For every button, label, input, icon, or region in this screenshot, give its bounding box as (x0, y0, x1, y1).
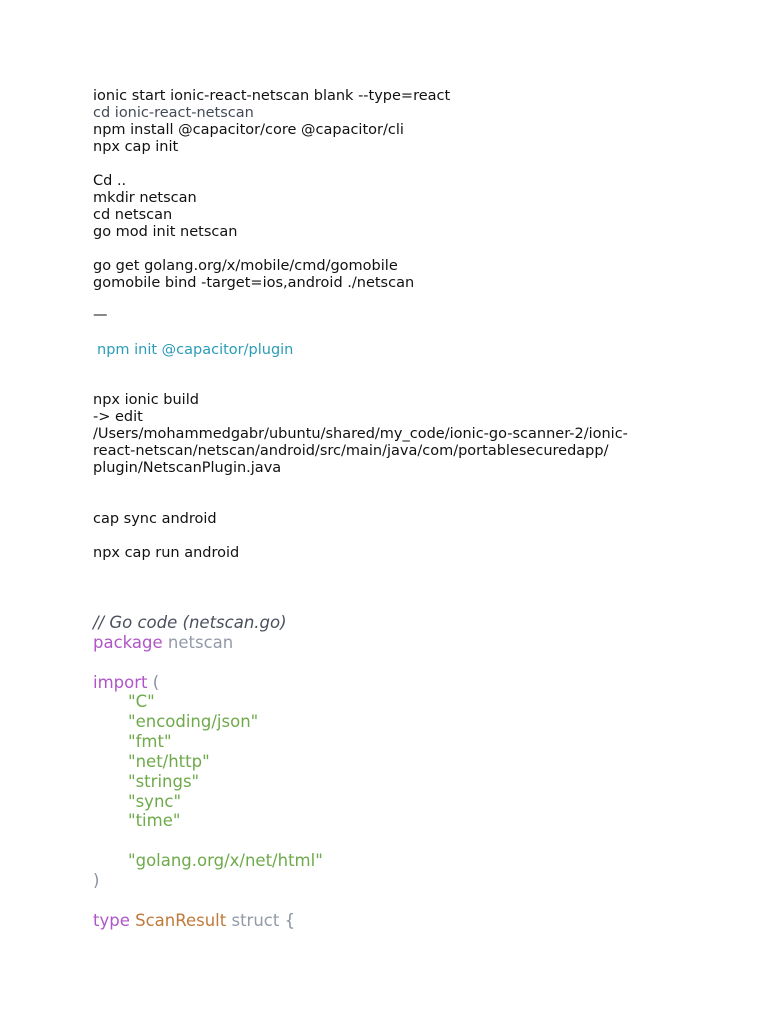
import-string: "time" (128, 811, 181, 830)
text-line: cap sync android (93, 511, 217, 527)
import-string: "strings" (128, 772, 200, 791)
text-line: gomobile bind -target=ios,android ./netscan (93, 275, 415, 291)
text-line: Cd .. (93, 173, 127, 189)
text-line: npx cap init (93, 139, 179, 155)
text-line: cd ionic-react-netscan (93, 105, 254, 121)
code-line-import (93, 673, 159, 693)
text-line: ionic start ionic-react-netscan blank --type=react (93, 88, 451, 104)
keyword: import (93, 673, 148, 692)
text-line: npx cap run android (93, 545, 240, 561)
text-line: go mod init netscan (93, 224, 238, 240)
import-string: "fmt" (128, 732, 172, 751)
text-line: cd netscan (93, 207, 173, 223)
text-line: mkdir netscan (93, 190, 197, 206)
import-string: "C" (128, 692, 155, 711)
keyword: struct (231, 911, 280, 930)
text-line: react-netscan/netscan/android/src/main/java/com/portablesecuredapp/ (93, 443, 609, 459)
text-line: npm install @capacitor/core @capacitor/cli (93, 122, 404, 138)
identifier: netscan (167, 633, 234, 652)
import-string: "encoding/json" (128, 712, 259, 731)
text-line: npm init @capacitor/plugin (97, 342, 294, 358)
punctuation: ) (93, 871, 100, 890)
text-line: plugin/NetscanPlugin.java (93, 460, 282, 476)
punctuation: { (284, 911, 296, 930)
import-string: "golang.org/x/net/html" (128, 851, 323, 870)
text-line: -> edit (93, 409, 143, 425)
keyword: package (93, 633, 163, 652)
code-line-package (93, 633, 233, 653)
text-line: /Users/mohammedgabr/ubuntu/shared/my_code/ionic-go-scanner-2/ionic- (93, 426, 628, 442)
em-dash: — (93, 307, 108, 323)
import-string: "net/http" (128, 752, 210, 771)
import-string: "sync" (128, 792, 182, 811)
text-line: npx ionic build (93, 392, 199, 408)
punctuation: ( (152, 673, 160, 692)
type-name: ScanResult (135, 911, 227, 930)
text-line: go get golang.org/x/mobile/cmd/gomobile (93, 258, 398, 274)
code-comment: // Go code (netscan.go) (93, 613, 287, 632)
code-line-type (93, 911, 295, 931)
keyword: type (93, 911, 130, 930)
